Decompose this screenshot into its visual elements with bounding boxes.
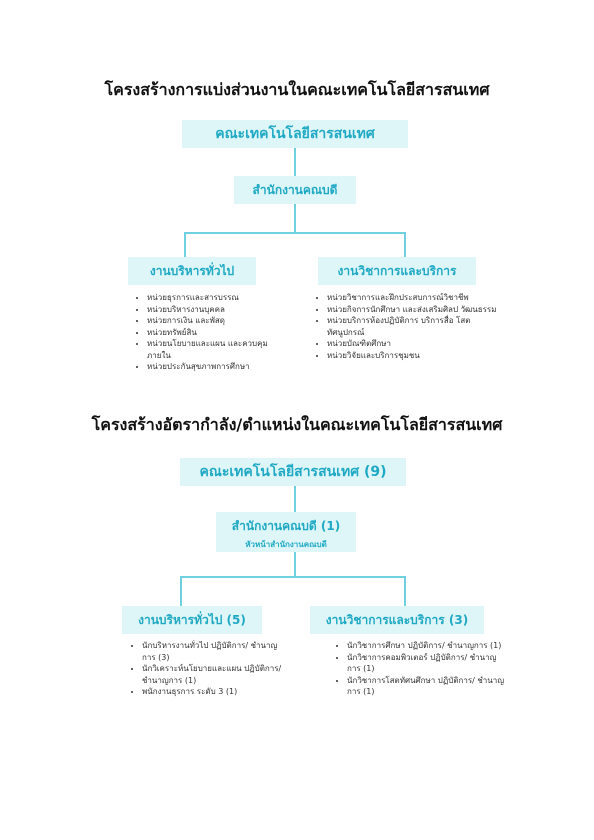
section1-academic-services-list [313,292,497,361]
list-item: • หน่วยบัณฑิตศึกษา [327,338,497,350]
list-item: • หน่วยนโยบายและแผน และควบคุมภายใน [147,338,272,361]
section2-general-admin-box: งานบริหารทั่วไป (5) [122,606,262,634]
connector-line [294,204,296,232]
connector-line [294,486,296,512]
connector-line [294,148,296,176]
list-item: • หน่วยบริการห้องปฏิบัติการ บริการสื่อ โสต ทัศนูปกรณ์ [327,315,497,338]
section1-academic-services-box: งานวิชาการและบริการ [318,257,476,285]
section2-office-sub: หัวหน้าสำนักงานคณบดี [245,540,327,549]
connector-line [404,576,406,606]
list-item: • นักวิชาการคอมพิวเตอร์ ปฏิบัติการ/ ชำนาญการ (1) [347,652,507,675]
list-item: • หน่วยธุรการและสารบรรณ [147,292,272,304]
section2-faculty-box: คณะเทคโนโลยีสารสนเทศ (9) [180,458,406,486]
section1-general-admin-list [133,292,272,373]
section2-title: โครงสร้างอัตรากำลัง/ตำแหน่งในคณะเทคโนโลยีสารสนเทศ [91,415,503,434]
list-item: • นักวิชาการโสตทัศนศึกษา ปฏิบัติการ/ ชำนาญการ (1) [347,675,507,698]
list-item: • หน่วยประกันสุขภาพการศึกษา [147,361,272,373]
list-item: • หน่วยวิชาการและฝึกประสบการณ์วิชาชีพ [327,292,497,304]
section2-academic-services-box: งานวิชาการและบริการ (3) [310,606,484,634]
list-item: • หน่วยบริหารงานบุคคล [147,304,272,316]
connector-line [294,552,296,576]
list-item: • นักวิชาการศึกษา ปฏิบัติการ/ ชำนาญการ (1) [347,640,507,652]
section2-office-label: สำนักงานคณบดี (1) [231,519,341,533]
connector-line [180,576,406,578]
list-item: • พนักงานธุรการ ระดับ 3 (1) [142,686,282,698]
list-item: • หน่วยวิจัยและบริการชุมชน [327,350,497,362]
section2-general-admin-list [128,640,282,698]
connector-line [184,232,406,234]
list-item: • หน่วยการเงิน และพัสดุ [147,315,272,327]
connector-line [404,232,406,257]
connector-line [184,232,186,257]
section1-general-admin-box: งานบริหารทั่วไป [128,257,256,285]
section2-office-box [216,512,356,552]
section1-office-box: สำนักงานคณบดี [234,176,356,204]
connector-line [180,576,182,606]
section1-faculty-box: คณะเทคโนโลยีสารสนเทศ [182,120,408,148]
section1-title: โครงสร้างการแบ่งส่วนงานในคณะเทคโนโลยีสารสนเทศ [104,80,490,99]
list-item: • นักบริหารงานทั่วไป ปฏิบัติการ/ ชำนาญการ (3) [142,640,282,663]
list-item: • หน่วยทรัพย์สิน [147,327,272,339]
section2-academic-services-list [333,640,507,698]
list-item: • นักวิเคราะห์นโยบายและแผน ปฏิบัติการ/ชำนาญการ (1) [142,663,282,686]
list-item: • หน่วยกิจการนักศึกษา และส่งเสริมศิลป วัฒนธรรม [327,304,497,316]
